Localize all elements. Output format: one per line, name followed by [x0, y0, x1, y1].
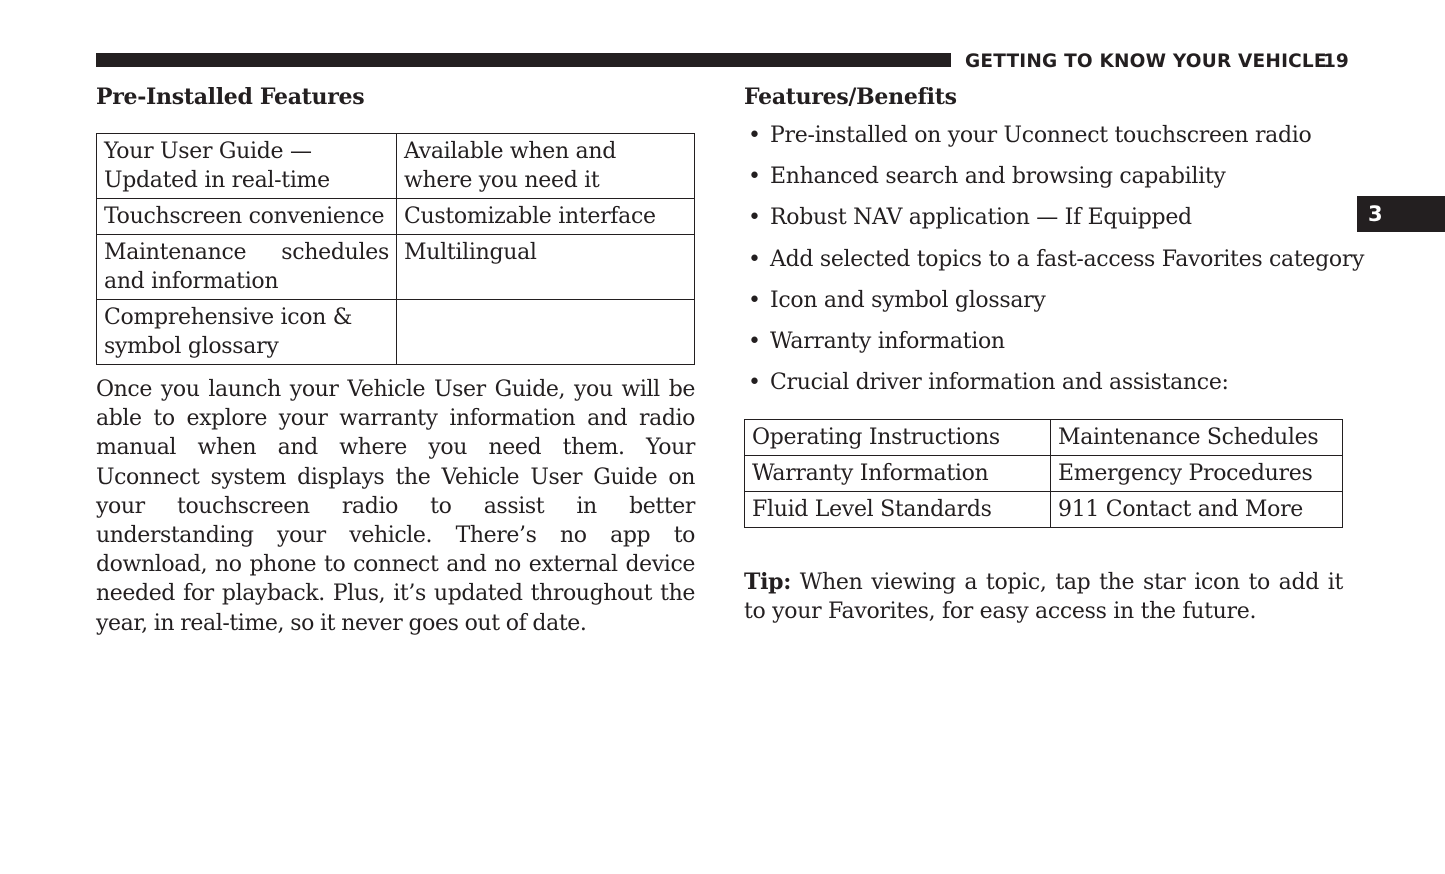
list-item-text: Pre-installed on your Uconnect touchscreen radio — [770, 123, 1312, 148]
table-cell: Warranty Information — [745, 456, 1051, 492]
table-row — [745, 492, 1343, 528]
bullet-icon: • — [748, 123, 761, 148]
table-row — [745, 420, 1343, 456]
tip-label: Tip: — [744, 569, 792, 595]
table-cell: Available when and where you need it — [397, 134, 695, 199]
table-cell: Multilingual — [397, 235, 695, 300]
table-cell: Operating Instructions — [745, 420, 1051, 456]
table-cell: Touchscreen convenience — [97, 199, 397, 235]
table-row — [745, 456, 1343, 492]
list-item-text: Robust NAV application — If Equipped — [770, 205, 1192, 231]
bullet-icon: • — [748, 205, 761, 231]
tip-paragraph — [744, 568, 1343, 626]
pre-installed-features-table — [96, 133, 695, 365]
features-benefits-heading: Features/Benefits — [744, 84, 957, 110]
table-cell — [397, 300, 695, 365]
table-row — [97, 134, 695, 199]
vehicle-user-guide-paragraph: Once you launch your Vehicle User Guide, you will be able to explore your warranty information and radio manual when and where you need them. Your Uconnect system displays the Vehicle User Guide on your touchscreen radio to assist in better understanding your vehicle. There’s no app to download, no phone to connect and no external device needed for playback. Plus, it’s updated throughout the year, in real-time, so it never goes out of date. — [96, 377, 695, 636]
features-benefits-list — [744, 121, 1364, 409]
table-cell: 911 Contact and More — [1051, 492, 1343, 528]
list-item-text: Warranty information — [770, 328, 1005, 354]
table-cell: Maintenance Schedules — [1051, 420, 1343, 456]
list-item — [744, 245, 1364, 286]
table-cell: Maintenance schedules and information — [97, 235, 397, 300]
bullet-icon: • — [748, 164, 761, 190]
chapter-tab-number: 3 — [1368, 202, 1383, 226]
table-row — [97, 199, 695, 235]
table-cell: Fluid Level Standards — [745, 492, 1051, 528]
list-item — [744, 203, 1364, 244]
bullet-icon: • — [748, 246, 761, 272]
list-item — [744, 286, 1364, 327]
table-cell: Emergency Procedures — [1051, 456, 1343, 492]
list-item — [744, 327, 1364, 368]
list-item — [744, 162, 1364, 203]
table-cell: Your User Guide — Updated in real-time — [97, 134, 397, 199]
table-row — [97, 235, 695, 300]
bullet-icon: • — [748, 328, 761, 354]
list-item-text: Crucial driver information and assistance: — [770, 370, 1229, 396]
chapter-tab — [1357, 196, 1445, 232]
page-number: 19 — [1323, 51, 1349, 72]
running-header-title: GETTING TO KNOW YOUR VEHICLE — [965, 51, 1327, 72]
guide-topics-table — [744, 419, 1343, 528]
tip-text: When viewing a topic, tap the star icon to add it to your Favorites, for easy access in the future. — [744, 570, 1343, 624]
table-cell: Customizable interface — [397, 199, 695, 235]
bullet-icon: • — [748, 287, 761, 313]
list-item-text: Icon and symbol glossary — [770, 287, 1046, 313]
bullet-icon: • — [748, 370, 761, 396]
list-item-text: Enhanced search and browsing capability — [770, 164, 1226, 190]
pre-installed-features-heading: Pre-Installed Features — [96, 84, 365, 110]
header-rule — [96, 53, 951, 67]
list-item-text: Add selected topics to a fast-access Favorites category — [770, 246, 1365, 272]
table-row — [97, 300, 695, 365]
list-item — [744, 368, 1364, 409]
list-item — [744, 121, 1364, 162]
table-cell: Comprehensive icon & symbol glossary — [97, 300, 397, 365]
